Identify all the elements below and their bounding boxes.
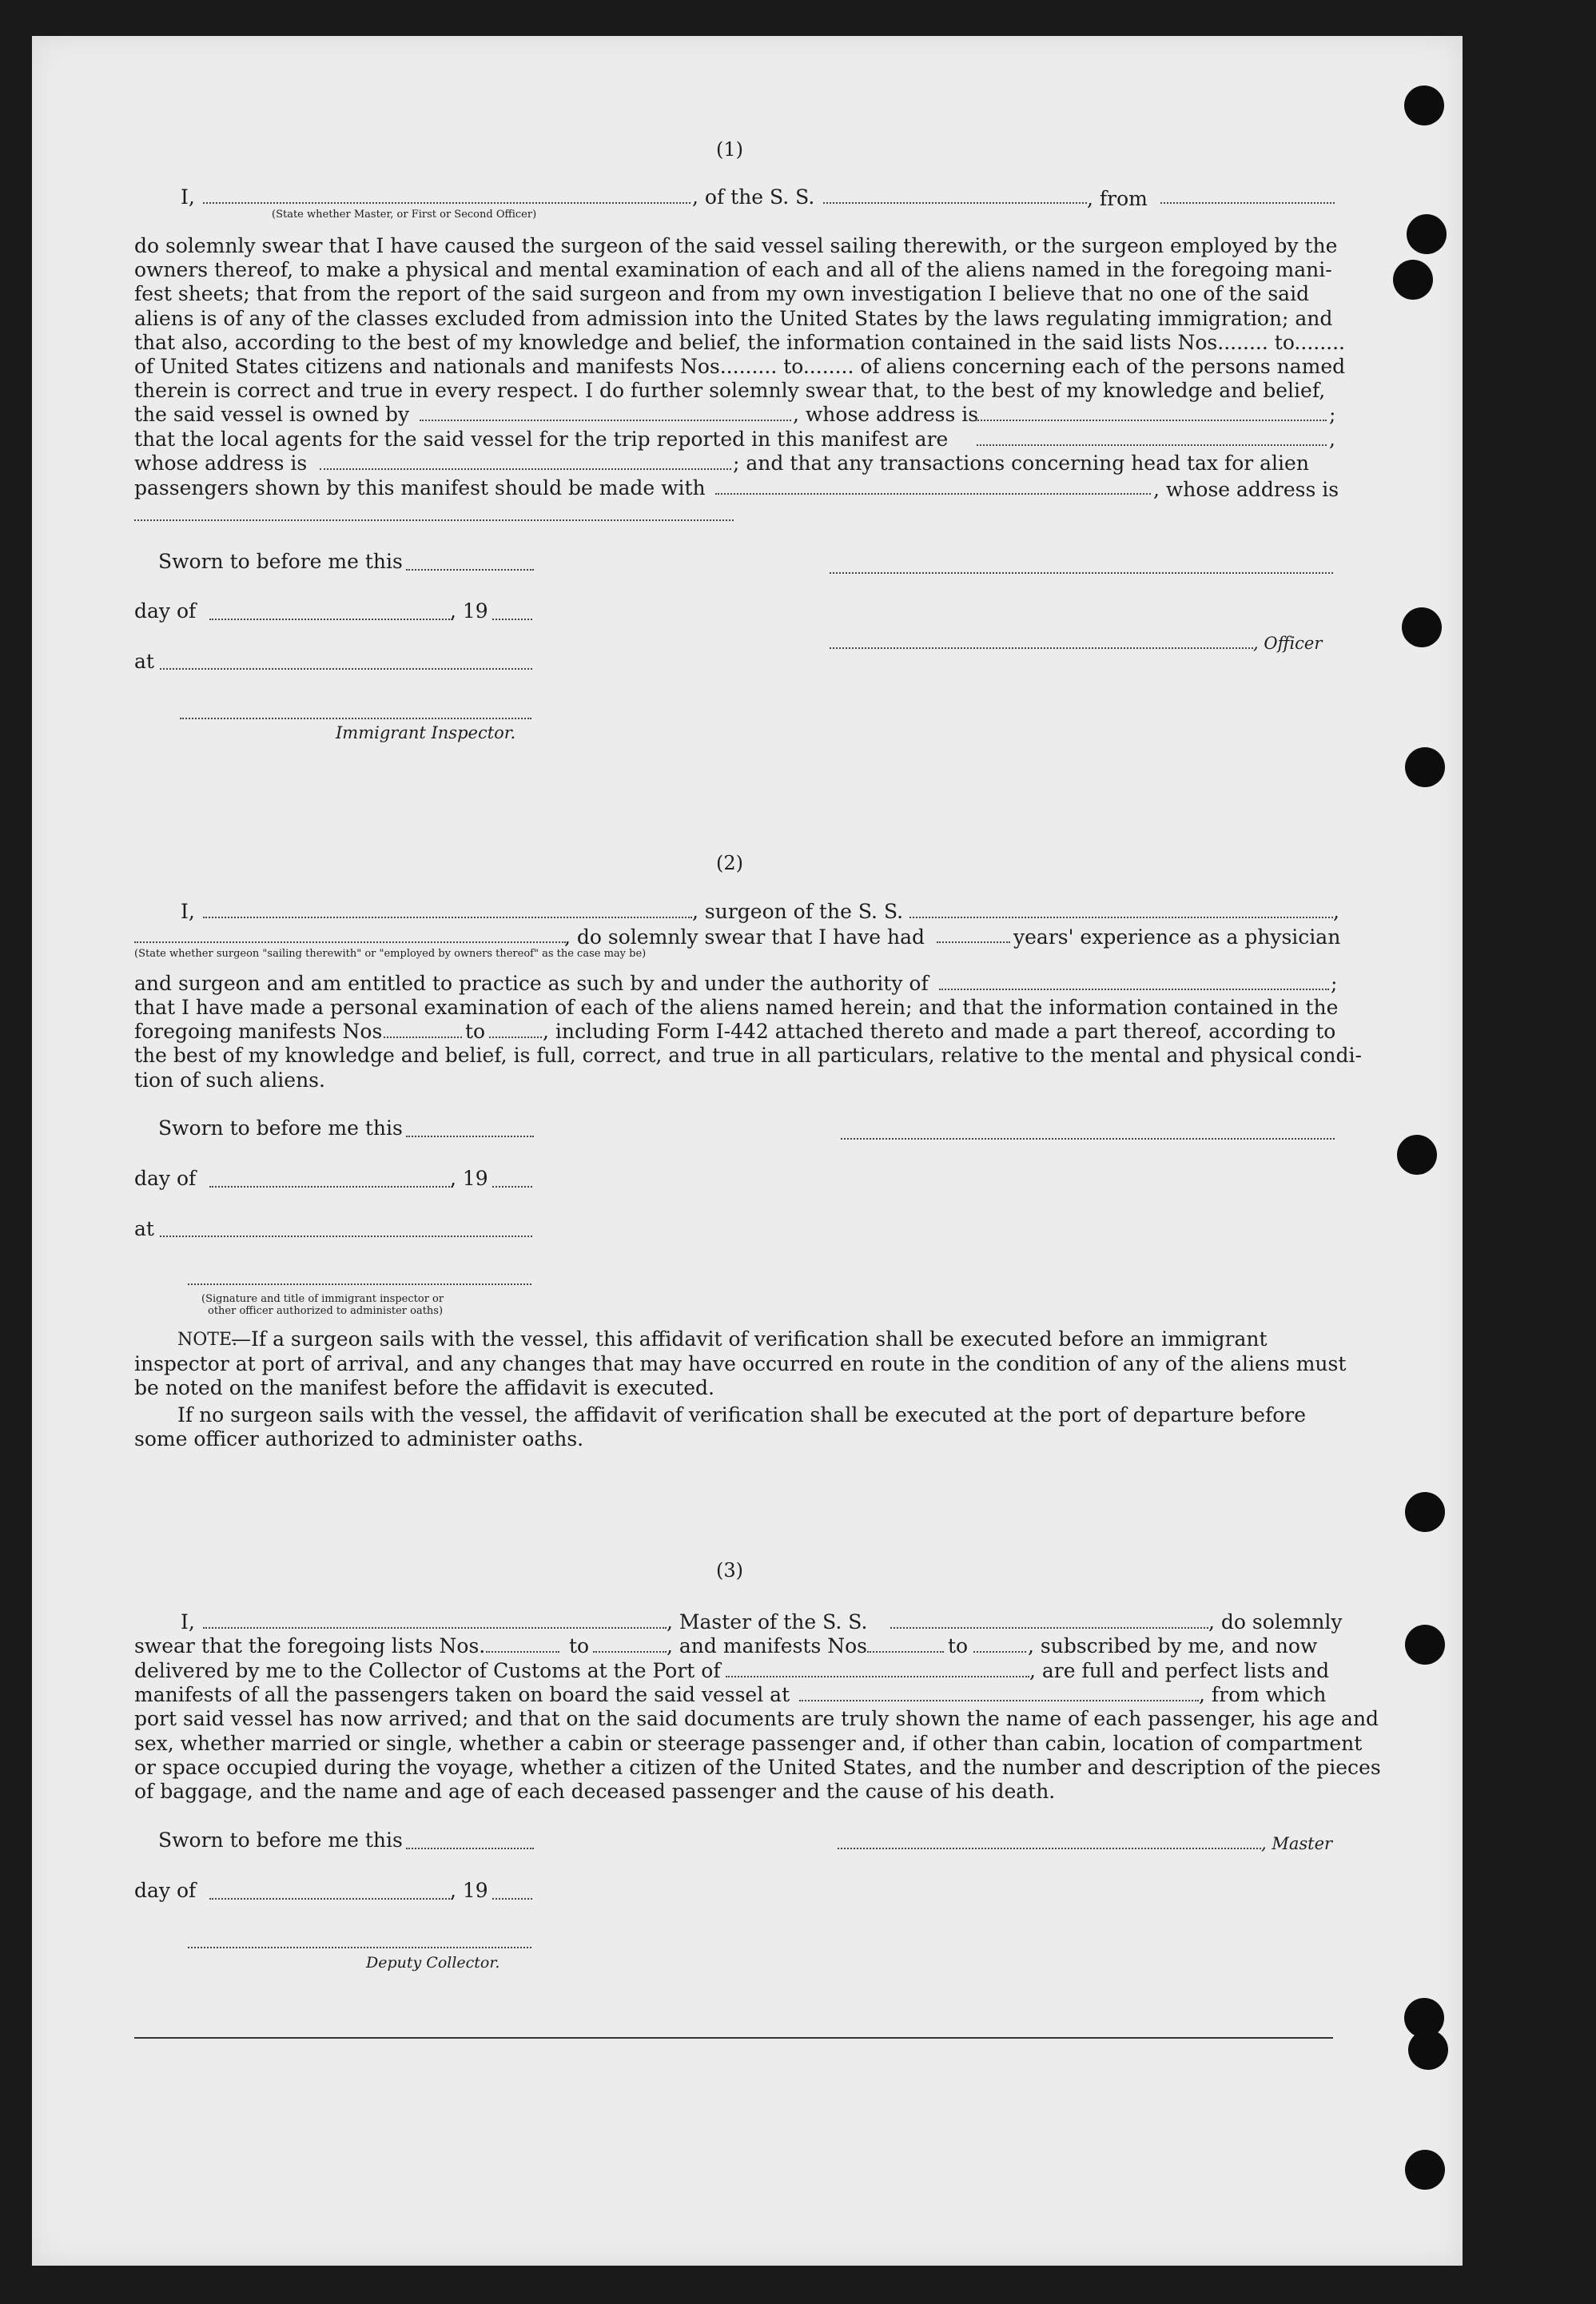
sec1-whose-address-is: , whose address is <box>1153 478 1339 501</box>
sec1-body-line: do solemnly swear that I have caused the surgeon of the said vessel sailing therewith, or the surgeon employed by the <box>134 234 1338 257</box>
blank-at-place <box>160 668 532 670</box>
blank-lists-to <box>593 1651 667 1653</box>
sec1-body-line: aliens is of any of the classes excluded from admission into the United States by the laws regulating immigration; and <box>134 307 1333 330</box>
sec3-body-line: port said vessel has now arrived; and that on the said documents are truly shown the name of each passenger, his age and <box>134 1707 1379 1730</box>
punch-hole <box>1405 747 1445 787</box>
sec1-line1-i: I, <box>181 185 195 209</box>
blank-sworn-date <box>406 1848 534 1849</box>
punch-hole <box>1397 1135 1437 1175</box>
blank-manifest-to <box>489 1037 542 1038</box>
blank-day-of <box>209 619 453 620</box>
punch-hole <box>1402 607 1442 647</box>
sec3-line1-swear: , do solemnly <box>1208 1610 1343 1633</box>
sec2-line5-c: , including Form I-442 attached thereto and made a part thereof, according to <box>543 1020 1336 1043</box>
sec2-note-line: some officer authorized to administer oaths. <box>134 1427 584 1450</box>
blank-manifest-from <box>384 1037 462 1038</box>
sec3-line3-a: delivered by me to the Collector of Customs at the Port of <box>134 1659 721 1682</box>
sec2-note-line: be noted on the manifest before the affidavit is executed. <box>134 1376 714 1399</box>
blank-owner-address <box>975 420 1327 421</box>
blank-surgeon-name <box>203 917 692 918</box>
blank-years <box>937 941 1010 943</box>
sec2-note-line: If no surgeon sails with the vessel, the affidavit of verification shall be executed at the port of departure before <box>177 1403 1306 1427</box>
sec2-line1-ship: , surgeon of the S. S. <box>692 900 904 923</box>
punch-hole <box>1404 86 1444 125</box>
sec1-head-tax: ; and that any transactions concerning head tax for alien <box>733 452 1309 475</box>
sec2-line3: and surgeon and am entitled to practice as such by and under the authority of <box>134 972 929 995</box>
sec1-officer-label: , Officer <box>1253 634 1323 653</box>
blank-ship-name <box>823 202 1087 204</box>
punch-hole <box>1405 1625 1445 1665</box>
sec2-line2-years: years' experience as a physician <box>1013 925 1341 949</box>
sec2-line6: the best of my knowledge and belief, is full, correct, and true in all particulars, relative to the mental and physical condi- <box>134 1044 1362 1067</box>
punch-hole <box>1407 214 1447 254</box>
blank-transactions-with <box>715 493 1151 495</box>
blank-authority <box>939 989 1329 990</box>
blank-manifests-from <box>867 1651 944 1653</box>
sec3-sworn-label: Sworn to before me this <box>158 1828 403 1852</box>
sec1-body-line: of United States citizens and nationals and manifests Nos......... to........ of aliens concerning each of the persons named <box>134 355 1346 378</box>
sec3-day-of: day of <box>134 1879 197 1902</box>
blank-surgeon-signature <box>841 1138 1335 1140</box>
section-2-number: (2) <box>716 852 743 874</box>
blank-officer-name <box>203 202 691 204</box>
sec2-line7: tion of such aliens. <box>134 1068 325 1092</box>
blank-collector-signature <box>188 1947 531 1948</box>
sec2-note-line: inspector at port of arrival, and any changes that may have occurred en route in the condition of any of the aliens must <box>134 1352 1347 1375</box>
sec2-at: at <box>134 1217 154 1240</box>
blank-transactions-address <box>134 519 734 521</box>
sec2-line5-to: to <box>465 1020 486 1043</box>
sec3-line4-a: manifests of all the passengers taken on board the said vessel at <box>134 1683 790 1706</box>
blank-year <box>492 1186 532 1188</box>
punch-hole <box>1408 2030 1448 2070</box>
sec1-sworn-label: Sworn to before me this <box>158 550 403 573</box>
sec3-line1-i: I, <box>181 1610 195 1633</box>
sec2-year: , 19 <box>450 1167 488 1190</box>
section-3-number: (3) <box>716 1559 743 1582</box>
sec3-body-line: or space occupied during the voyage, whether a citizen of the United States, and the number and description of the pieces <box>134 1756 1381 1779</box>
sec2-sig-note-1: (Signature and title of immigrant inspector or <box>201 1293 444 1305</box>
blank-master-name <box>203 1627 667 1629</box>
sec1-body-line: owners thereof, to make a physical and mental examination of each and all of the aliens named in the foregoing mani- <box>134 258 1332 281</box>
sec1-day-of: day of <box>134 599 197 623</box>
blank-master-ship <box>890 1627 1208 1629</box>
sec3-body-line: of baggage, and the name and age of each deceased passenger and the cause of his death. <box>134 1780 1056 1803</box>
sec2-note-label: NOTE. <box>177 1330 238 1350</box>
blank-owner <box>420 420 791 421</box>
blank-lists-from <box>486 1651 559 1653</box>
sec1-inspector-label: Immigrant Inspector. <box>336 723 516 742</box>
sec2-line1-i: I, <box>181 900 195 923</box>
sec1-whose-address: , whose address is <box>793 403 979 426</box>
sec1-body-line: the said vessel is owned by <box>134 403 410 426</box>
sec3-line2-to: to <box>569 1634 590 1657</box>
section-1-number: (1) <box>716 138 743 161</box>
sec2-line2-swear: , do solemnly swear that I have had <box>564 925 925 949</box>
sec3-line3-b: , are full and perfect lists and <box>1029 1659 1330 1682</box>
blank-surgeon-status <box>134 941 566 943</box>
blank-departure-port <box>799 1700 1199 1701</box>
blank-sworn-date <box>406 569 534 571</box>
sec2-sworn-label: Sworn to before me this <box>158 1116 403 1140</box>
sec1-year: , 19 <box>450 599 488 623</box>
blank-at-place <box>160 1236 532 1237</box>
sec2-surgeon-note: (State whether surgeon "sailing therewith" or "employed by owners thereof" as the case may be) <box>134 948 647 960</box>
sec1-body-line: fest sheets; that from the report of the said surgeon and from my own investigation I believe that no one of the said <box>134 282 1310 305</box>
sec1-body-line: therein is correct and true in every respect. I do further solemnly swear that, to the best of my knowledge and belief, <box>134 379 1326 402</box>
sec2-line5-a: foregoing manifests Nos <box>134 1020 383 1043</box>
sec3-year: , 19 <box>450 1879 488 1902</box>
sec3-collector-label: Deputy Collector. <box>366 1954 500 1972</box>
sec1-at: at <box>134 650 154 673</box>
sec2-sig-note-2: other officer authorized to administer oaths) <box>208 1305 444 1317</box>
sec3-line2-a: swear that the foregoing lists Nos. <box>134 1634 486 1657</box>
blank-sworn-date <box>406 1136 534 1137</box>
blank-agent-address <box>320 468 731 470</box>
bottom-rule <box>134 2037 1333 2039</box>
sec1-line1-from: , from <box>1087 187 1148 210</box>
sec2-line4: that I have made a personal examination of each of the aliens named herein; and that the information contained in the <box>134 996 1339 1019</box>
punch-hole <box>1405 2150 1445 2190</box>
punch-hole <box>1405 1492 1445 1532</box>
blank-year <box>492 1898 532 1900</box>
sec2-day-of: day of <box>134 1167 197 1190</box>
blank-manifests-to <box>973 1651 1026 1653</box>
sec1-officer-note: (State whether Master, or First or Second Officer) <box>272 209 537 221</box>
sec1-body-line: that also, according to the best of my knowledge and belief, the information contained in the said lists Nos........ to........ <box>134 331 1346 354</box>
sec1-body-line: that the local agents for the said vessel for the trip reported in this manifest are <box>134 428 949 451</box>
blank-local-agents <box>977 444 1327 446</box>
sec3-line4-b: , from which <box>1199 1683 1327 1706</box>
sec3-line2-c: , and manifests Nos <box>667 1634 868 1657</box>
sec1-line1-ship: , of the S. S. <box>692 185 815 209</box>
blank-day-of <box>209 1186 453 1188</box>
blank-inspector-signature <box>188 1283 531 1285</box>
blank-port-of <box>726 1676 1029 1677</box>
blank-officer-signature-top <box>830 572 1333 574</box>
sec1-body-line: whose address is <box>134 452 308 475</box>
blank-surgeon-ship <box>909 917 1333 918</box>
sec2-note-line: —If a surgeon sails with the vessel, this affidavit of verification shall be executed before an immigrant <box>231 1327 1268 1351</box>
blank-inspector-signature <box>180 718 531 719</box>
sec3-line1-ship: , Master of the S. S. <box>667 1610 868 1633</box>
sec3-line2-e: , subscribed by me, and now <box>1028 1634 1318 1657</box>
sec3-body-line: sex, whether married or single, whether a cabin or steerage passenger and, if other than cabin, location of compartment <box>134 1732 1363 1755</box>
sec1-body-line: passengers shown by this manifest should be made with <box>134 476 706 499</box>
blank-master-signature <box>838 1848 1261 1849</box>
sec3-line2-to2: to <box>948 1634 969 1657</box>
blank-year <box>492 619 532 620</box>
blank-day-of <box>209 1898 453 1900</box>
blank-from-port <box>1160 202 1335 204</box>
punch-hole <box>1393 260 1433 300</box>
sec3-master-label: , Master <box>1261 1834 1333 1853</box>
blank-officer-signature <box>830 647 1253 649</box>
